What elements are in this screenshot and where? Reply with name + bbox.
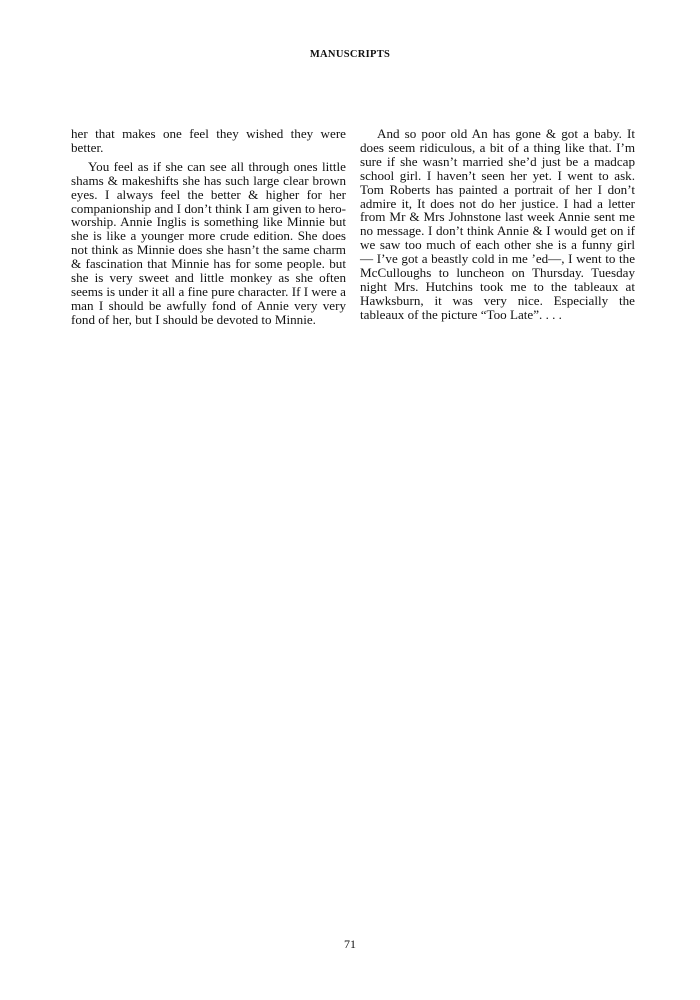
right-column bbox=[360, 127, 635, 327]
left-column bbox=[71, 127, 346, 332]
paragraph: And so poor old An has gone & got a baby. It does seem ridiculous, a bit of a thing like that. I’m sure if she wasn’t married she’d just be a madcap school girl. I haven’t seen her yet. I went to ask. Tom Roberts has painted a portrait of her I don’t admire it, It does not do her justice. I had a letter from Mr & Mrs Johnstone last week Annie sent me no message. I don’t think Annie & I would get on if we saw too much of each other she is a funny girl — I’ve got a beastly cold in me ’ed—, I went to the McCulloughs to luncheon on Thursday. Tuesday night Mrs. Hutchins took me to the tableaux at Hawksburn, it was very nice. Especially the tableaux of the picture “Too Late”. . . . bbox=[360, 126, 635, 322]
paragraph: You feel as if she can see all through ones little shams & makeshifts she has such large clear brown eyes. I always feel the better & higher for her companionship and I don’t think I am given to hero-worship. Annie Inglis is something like Minnie but she is like a younger more crude edition. She does not think as Minnie does she hasn’t the same charm & fascination that Minnie has for some people. but she is very sweet and little monkey as she often seems is under it all a fine pure character. If I were a man I should be awfully fond of Annie very very fond of her, but I should be devoted to Minnie. bbox=[71, 158, 346, 327]
running-head: MANUSCRIPTS bbox=[309, 49, 391, 60]
paragraph: her that makes one feel they wished they were better. bbox=[71, 126, 346, 155]
page-number: 71 bbox=[344, 937, 356, 951]
